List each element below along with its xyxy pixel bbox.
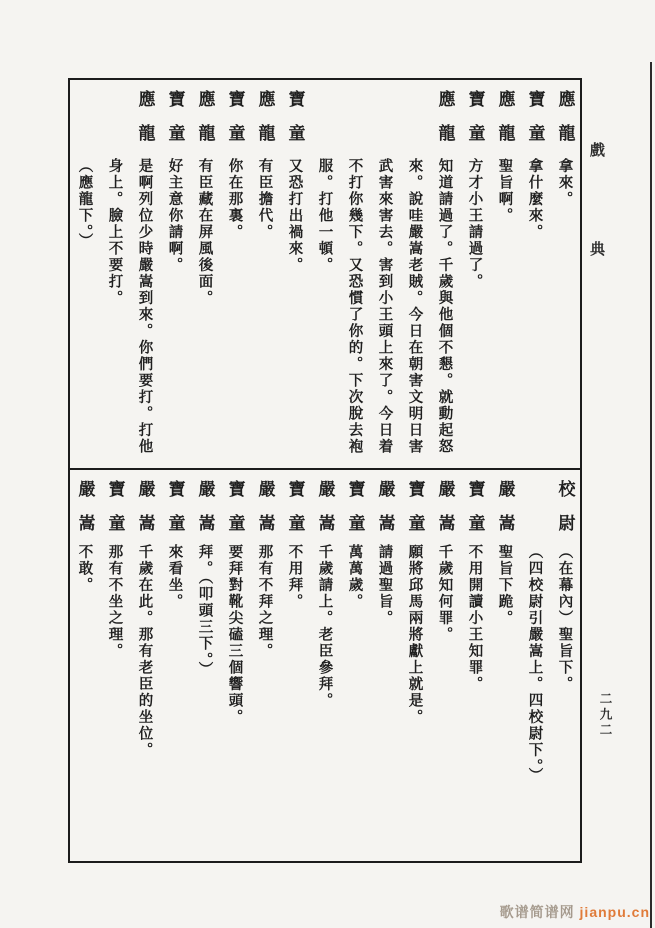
dialogue-text: 請過聖旨。 — [376, 544, 393, 627]
speaker-name: 應龍 — [255, 90, 275, 158]
speaker-name: 寶童 — [105, 480, 125, 548]
dialogue-text: 要拜對靴尖磕三個響頭。 — [226, 544, 243, 726]
speaker-name: 應龍 — [555, 90, 575, 158]
speaker-name: 校尉 — [555, 480, 575, 548]
speaker-name: 嚴嵩 — [255, 480, 275, 548]
dialogue-text: 聖旨啊。 — [496, 158, 513, 224]
speaker-name: 寶童 — [345, 480, 365, 548]
dialogue-text: （四校尉引嚴嵩上。四校尉下。） — [526, 544, 543, 785]
script-column — [550, 80, 580, 468]
speaker-name: 嚴嵩 — [375, 480, 395, 548]
dialogue-text: 願將邱馬兩將獻上就是。 — [406, 544, 423, 726]
dialogue-text: 不用拜。 — [286, 544, 303, 610]
script-column — [220, 470, 250, 861]
script-column — [520, 80, 550, 468]
script-column — [370, 470, 400, 861]
dialogue-text: 不用開讀小王知罪。 — [466, 544, 483, 693]
dialogue-text: （應龍下。） — [76, 158, 93, 250]
dialogue-text: 方才小王請過了。 — [466, 158, 483, 290]
script-column — [130, 80, 160, 468]
script-column — [310, 470, 340, 861]
dialogue-text: 那有不拜之理。 — [256, 544, 273, 660]
speaker-name: 寶童 — [525, 90, 545, 158]
text-frame-border — [68, 78, 582, 863]
script-column — [340, 470, 370, 861]
script-column — [190, 470, 220, 861]
dialogue-text: 不敢。 — [76, 544, 93, 594]
page-number: 二九二 — [598, 692, 612, 739]
script-column — [430, 470, 460, 861]
dialogue-text: 拿什麼來。 — [526, 158, 543, 241]
script-column — [280, 80, 310, 468]
speaker-name: 應龍 — [495, 90, 515, 158]
bottom-section — [70, 470, 580, 861]
page-edge-line — [650, 62, 652, 928]
dialogue-text: 千歲在此。那有老臣的坐位。 — [136, 544, 153, 759]
dialogue-text: 身上。臉上不要打。 — [106, 158, 123, 307]
speaker-name: 寶童 — [465, 480, 485, 548]
dialogue-text: 知道請過了。千歲與他個不懇。就動起怒 — [436, 158, 453, 455]
dialogue-text: 萬萬歲。 — [346, 544, 363, 610]
dialogue-text: 有臣藏在屏風後面。 — [196, 158, 213, 307]
dialogue-text: 拜。（叩頭三下。） — [196, 544, 213, 678]
book-title: 戲典 — [588, 142, 604, 340]
speaker-name: 應龍 — [135, 90, 155, 158]
script-column — [490, 470, 520, 861]
script-column — [220, 80, 250, 468]
stage-direction-column — [70, 80, 100, 468]
dialogue-text: 是啊列位少時嚴嵩到來。你們要打。打他 — [136, 158, 153, 455]
script-column — [490, 80, 520, 468]
speaker-name: 寶童 — [165, 480, 185, 548]
dialogue-text: 拿來。 — [556, 158, 573, 208]
dialogue-text: 千歲知何罪。 — [436, 544, 453, 643]
dialogue-text: 你在那裏。 — [226, 158, 243, 241]
speaker-name: 嚴嵩 — [315, 480, 335, 548]
script-column — [400, 470, 430, 861]
script-column — [160, 470, 190, 861]
dialogue-text: 不打你幾下。又恐慣了你的。下次脫去袍 — [346, 158, 363, 455]
speaker-name: 寶童 — [225, 480, 245, 548]
speaker-name: 嚴嵩 — [75, 480, 95, 548]
watermark — [500, 902, 650, 922]
script-column — [460, 80, 490, 468]
speaker-name: 嚴嵩 — [135, 480, 155, 548]
speaker-name: 嚴嵩 — [435, 480, 455, 548]
dialogue-text: 服。打他一頓。 — [316, 158, 333, 274]
watermark-site-name: 歌谱简谱网 — [499, 904, 575, 920]
speaker-name: 嚴嵩 — [195, 480, 215, 548]
script-column-continuation — [370, 80, 400, 468]
dialogue-text: 武害來害去。害到小王頭上來了。今日着 — [376, 158, 393, 455]
dialogue-text: 有臣擔代。 — [256, 158, 273, 241]
dialogue-text: 聖旨下跪。 — [496, 544, 513, 627]
script-column — [250, 470, 280, 861]
speaker-name: 嚴嵩 — [495, 480, 515, 548]
speaker-name: 寶童 — [225, 90, 245, 158]
script-column — [160, 80, 190, 468]
script-column — [130, 470, 160, 861]
dialogue-text: 那有不坐之理。 — [106, 544, 123, 660]
stage-direction-column — [520, 470, 550, 861]
script-column — [460, 470, 490, 861]
script-column-continuation — [400, 80, 430, 468]
script-column — [430, 80, 460, 468]
dialogue-text: 好主意你請啊。 — [166, 158, 183, 274]
script-column — [250, 80, 280, 468]
speaker-name: 應龍 — [435, 90, 455, 158]
dialogue-text: 來。說哇嚴嵩老賊。今日在朝害文明日害 — [406, 158, 423, 455]
speaker-name: 寶童 — [465, 90, 485, 158]
dialogue-text: 來看坐。 — [166, 544, 183, 610]
speaker-name: 寶童 — [285, 90, 305, 158]
speaker-name: 應龍 — [195, 90, 215, 158]
dialogue-text: 千歲請上。老臣參拜。 — [316, 544, 333, 709]
dialogue-text: 又恐打出禍來。 — [286, 158, 303, 274]
script-column — [70, 470, 100, 861]
script-column-continuation — [310, 80, 340, 468]
top-section — [70, 80, 580, 468]
dialogue-text: （在幕內）聖旨下。 — [556, 544, 573, 693]
script-column — [100, 470, 130, 861]
speaker-name: 寶童 — [405, 480, 425, 548]
watermark-site-url: jianpu.cn — [579, 904, 650, 920]
script-column — [550, 470, 580, 861]
script-column-continuation — [100, 80, 130, 468]
speaker-name: 寶童 — [285, 480, 305, 548]
script-column — [190, 80, 220, 468]
speaker-name: 寶童 — [165, 90, 185, 158]
script-column-continuation — [340, 80, 370, 468]
script-column — [280, 470, 310, 861]
